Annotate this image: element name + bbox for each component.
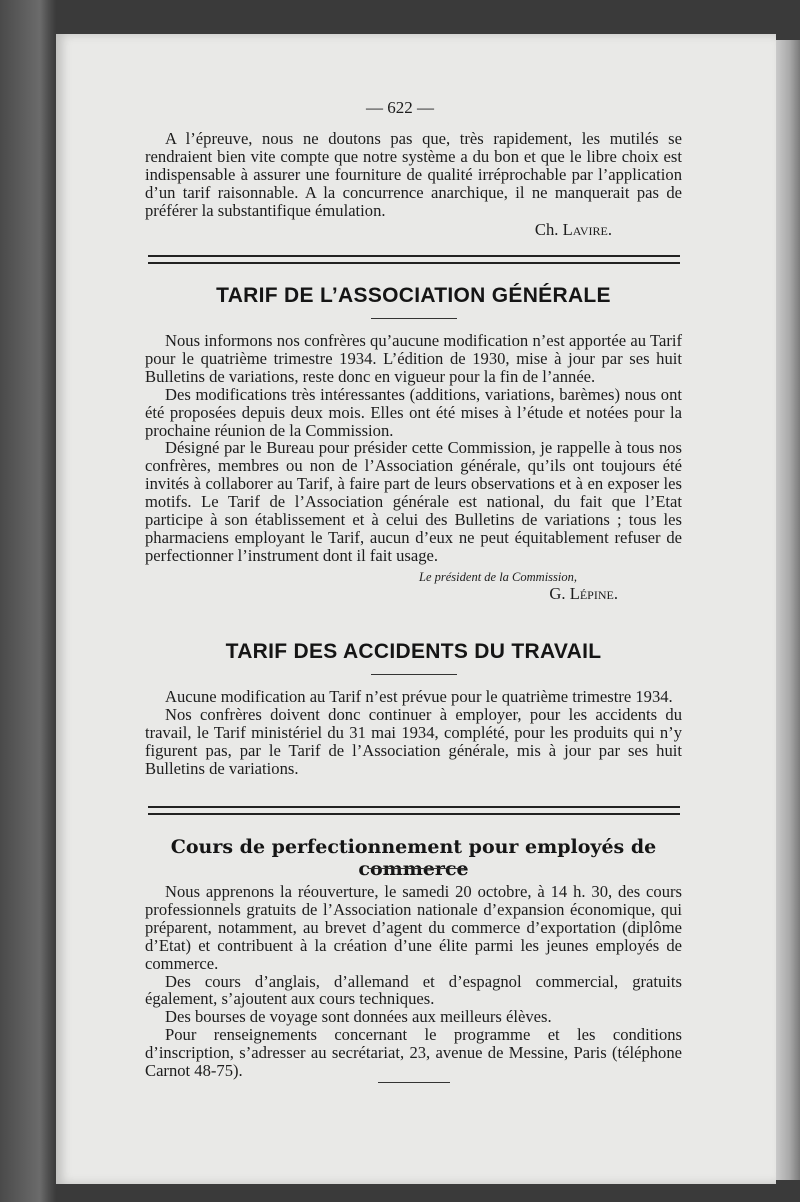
section3-paragraph-4: Pour renseignements concernant le programme et les conditions d’inscription, s’adresser au secrétariat, 23, avenue de Messine, Paris (téléphone Carnot 48-75). — [145, 1025, 682, 1081]
section2-paragraph-1: Aucune modification au Tarif n’est prévue pour le quatrième trimestre 1934. — [165, 687, 673, 706]
signer-role: Le président de la Commission, — [419, 569, 577, 584]
title-underline-1 — [371, 318, 457, 319]
double-rule-2 — [148, 806, 680, 815]
double-rule-1 — [148, 255, 680, 264]
intro-paragraph: A l’épreuve, nous ne doutons pas que, très rapidement, les mutilés se rendraient bien vite compte que notre système a du bon et que le libre choix est indispensable à assurer une fourniture de qualité irréprochable par l’application d’un tarif raisonnable. A la concurrence anarchique, il ne manquerait pas de préférer la substantifique émulation. — [145, 129, 682, 220]
page-number: — 622 — — [366, 98, 434, 117]
section1-body — [145, 332, 682, 603]
next-page-edge — [774, 40, 800, 1180]
section1-title: TARIF DE L’ASSOCIATION GÉNÉRALE — [216, 284, 611, 307]
section3-body — [145, 883, 682, 1080]
signature-initial: Ch. — [534, 219, 559, 239]
section1-signature — [145, 585, 682, 603]
section2-body — [145, 688, 682, 778]
title-underline-3 — [368, 868, 466, 869]
section3-title: Cours de perfectionnement pour employés de commerce — [170, 836, 657, 880]
intro-block — [145, 130, 682, 239]
end-rule — [378, 1082, 450, 1083]
signature-name: Lavire. — [562, 219, 612, 239]
intro-signature — [145, 221, 682, 239]
section3-paragraph-2: Des cours d’anglais, d’allemand et d’espagnol commercial, gratuits également, s’ajoutent aux cours techniques. — [145, 971, 682, 1009]
signature-name: Lépine. — [569, 583, 618, 603]
section2-paragraph-2: Nos confrères doivent donc continuer à employer, pour les accidents du travail, le Tarif ministériel du 31 mai 1934, complété, pour les produits qui n’y figurent pas, par le Tarif de l’Association générale, mis à jour par ses huit Bulletins de variations. — [145, 704, 682, 778]
section3-paragraph-3: Des bourses de voyage sont données aux meilleurs élèves. — [165, 1007, 552, 1027]
signature-initial: G. — [549, 583, 566, 603]
section1-paragraph-1: Nous informons nos confrères qu’aucune modification n’est apportée au Tarif pour le quatrième trimestre 1934. L’édition de 1930, mise à jour par ses huit Bulletins de variations, reste donc en vigueur pour la fin de l’année. — [145, 331, 682, 386]
section2-title: TARIF DES ACCIDENTS DU TRAVAIL — [225, 640, 602, 663]
section1-paragraph-2: Des modifications très intéressantes (additions, variations, barèmes) nous ont été proposées depuis deux mois. Elles ont été mises à l’étude et notées pour la prochaine réunion de la Commission. — [145, 384, 682, 440]
section3-paragraph-1: Nous apprenons la réouverture, le samedi 20 octobre, à 14 h. 30, des cours professionnels gratuits de l’Association nationale d’expansion économique, qui préparent, notamment, au brevet d’agent du commerce d’exportation (diplôme d’Etat) et contribuent à la création d’une élite parmi les jeunes employés de commerce. — [145, 882, 682, 973]
title-underline-2 — [371, 674, 457, 675]
section1-paragraph-3: Désigné par le Bureau pour présider cette Commission, je rappelle à tous nos confrères, membres ou non de l’Association générale, qu’ils ont toujours été invités à collaborer au Tarif, à faire part de leurs observations et à en exposer les motifs. Le Tarif de l’Association générale est national, du fait que l’Etat participe à son établissement et à celui des Bulletins de variations ; tous les pharmaciens employant le Tarif, aucun d’eux ne peut équitablement refuser de perfectionner l’instrument dont il fait usage. — [145, 438, 682, 565]
